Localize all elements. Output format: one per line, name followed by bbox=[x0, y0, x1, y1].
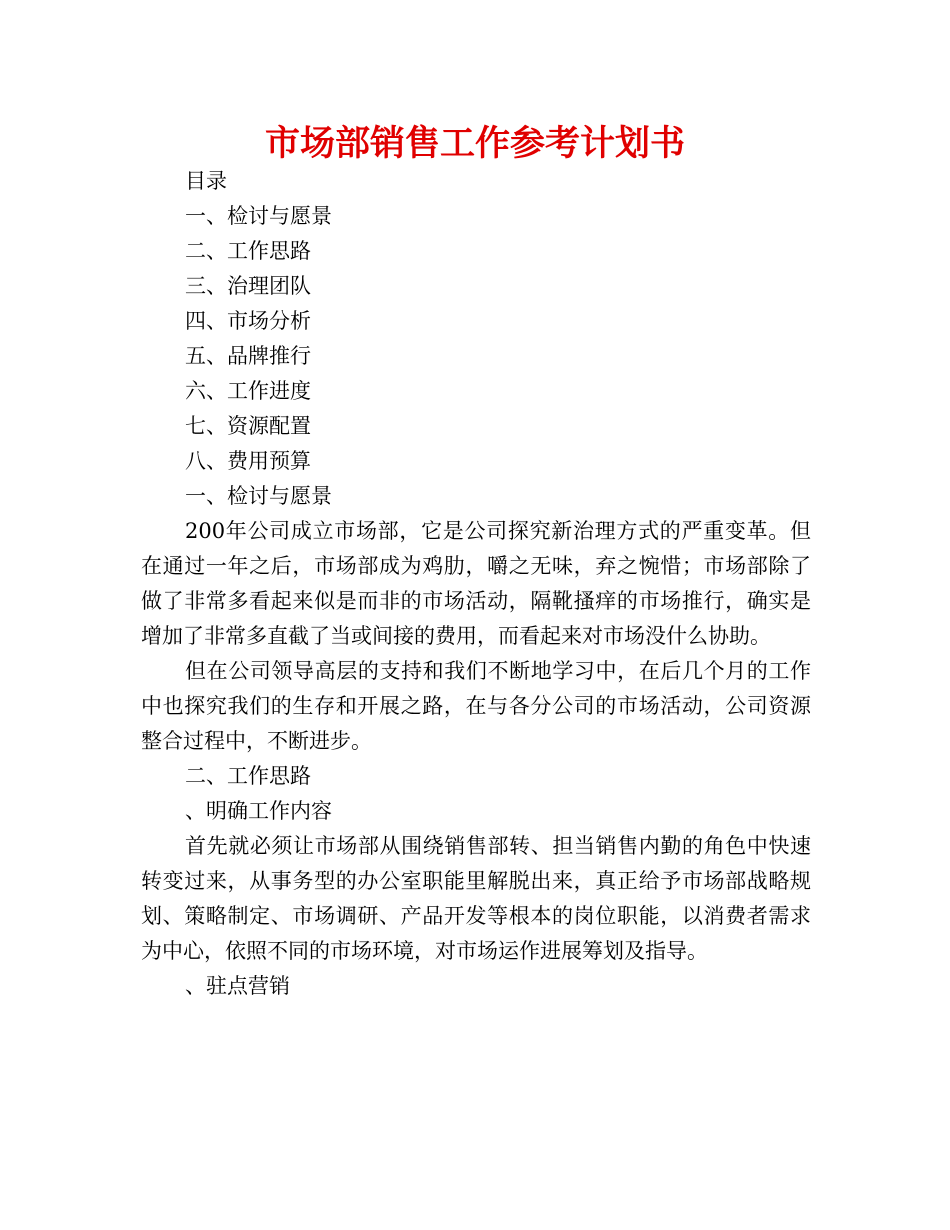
subheading: 、驻点营销 bbox=[185, 974, 290, 998]
toc-item: 七、资源配置 bbox=[185, 414, 311, 438]
toc-item: 四、市场分析 bbox=[185, 309, 311, 333]
toc-item: 一、检讨与愿景 bbox=[185, 204, 332, 228]
toc-item: 二、工作思路 bbox=[185, 239, 311, 263]
section-heading: 二、工作思路 bbox=[185, 764, 311, 788]
body-paragraph: 首先就必须让市场部从围绕销售部转、担当销售内勤的角色中快速转变过来，从事务型的办公室职能里解脱出来，真正给予市场部战略规划、策略制定、市场调研、产品开发等根本的岗位职能，以消费者需求为中心，依照不同的市场环境，对市场运作进展筹划及指导。 bbox=[141, 834, 811, 963]
body-paragraph: 200年公司成立市场部，它是公司探究新治理方式的严重变革。但在通过一年之后，市场部成为鸡肋，嚼之无味，弃之惋惜；市场部除了做了非常多看起来似是而非的市场活动，隔靴搔痒的市场推行，确实是增加了非常多直截了当或间接的费用，而看起来对市场没什么协助。 bbox=[141, 519, 811, 648]
toc-item: 五、品牌推行 bbox=[185, 344, 311, 368]
subheading: 、明确工作内容 bbox=[185, 799, 332, 823]
toc-item: 八、费用预算 bbox=[185, 449, 311, 473]
body-paragraph: 但在公司领导高层的支持和我们不断地学习中，在后几个月的工作中也探究我们的生存和开展之路，在与各分公司的市场活动，公司资源整合过程中，不断进步。 bbox=[141, 659, 811, 753]
document-title: 市场部销售工作参考计划书 bbox=[264, 124, 685, 164]
toc-heading: 目录 bbox=[185, 169, 227, 193]
section-heading: 一、检讨与愿景 bbox=[185, 484, 332, 508]
toc-item: 六、工作进度 bbox=[185, 379, 311, 403]
toc-item: 三、治理团队 bbox=[185, 274, 311, 298]
document-body bbox=[141, 164, 811, 1004]
